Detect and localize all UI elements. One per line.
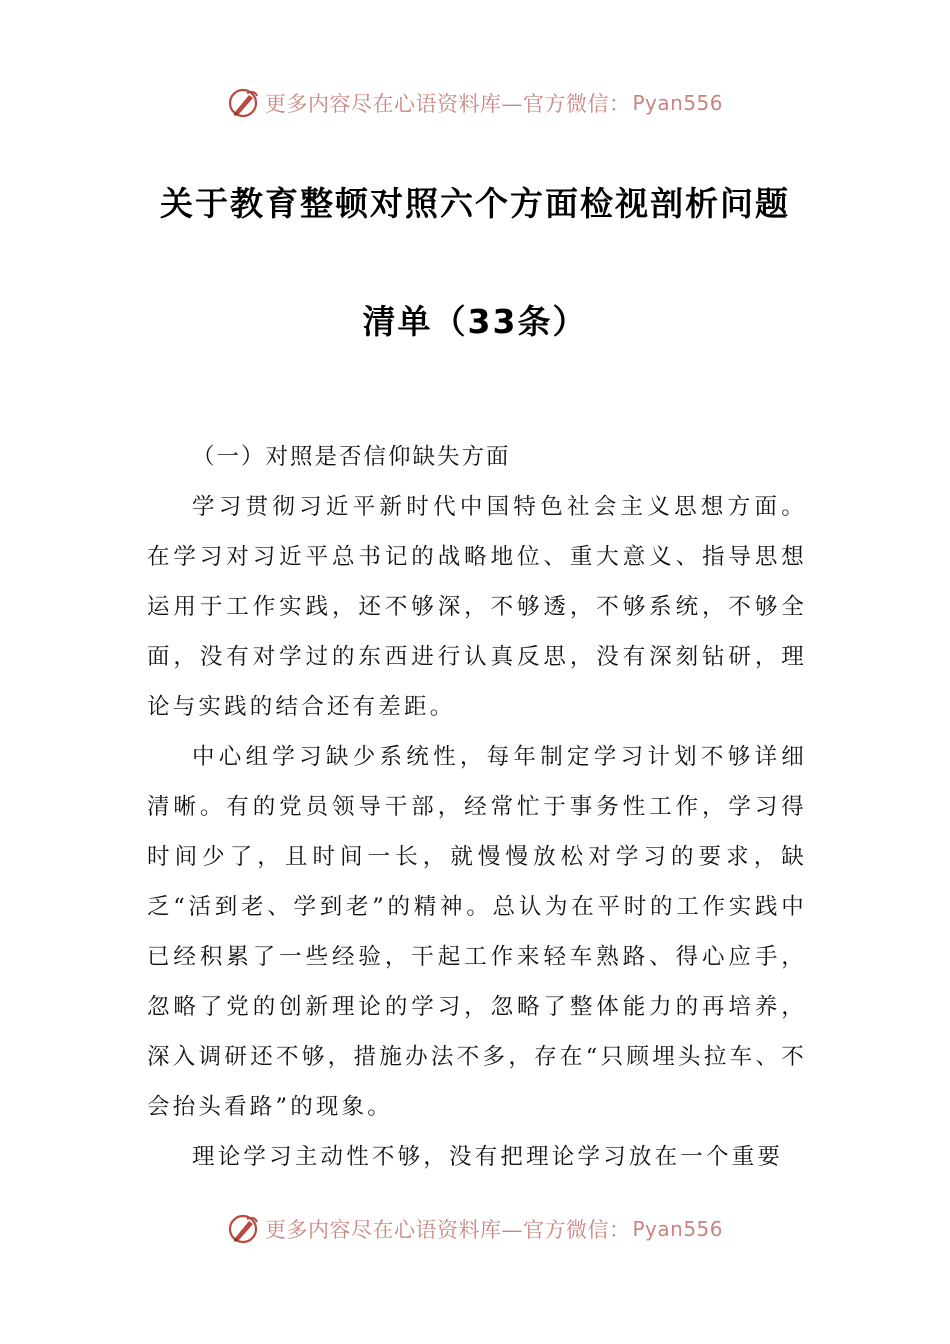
watermark-text: 更多内容尽在心语资料库—官方微信： xyxy=(264,92,631,116)
body-paragraph-1: 学习贯彻习近平新时代中国特色社会主义思想方面。在学习对习近平总书记的战略地位、重大意义、指导思想运用于工作实践，还不够深，不够透，不够系统，不够全面，没有对学过的东西进行认真反思，没有深刻钻研，理论与实践的结合还有差距。 xyxy=(147,494,807,720)
pen-logo-icon xyxy=(227,1212,261,1246)
pen-logo-icon xyxy=(227,86,261,120)
watermark-wechat-id: Pyan556 xyxy=(632,1217,723,1241)
watermark-footer xyxy=(0,1212,950,1246)
document-body xyxy=(147,432,807,1182)
document-title-line1: 关于教育整顿对照六个方面检视剖析问题 xyxy=(160,184,790,223)
body-paragraph-3: 理论学习主动性不够，没有把理论学习放在一个重要 xyxy=(192,1144,784,1170)
body-paragraph-2: 中心组学习缺少系统性，每年制定学习计划不够详细清晰。有的党员领导干部，经常忙于事务性工作，学习得时间少了，且时间一长，就慢慢放松对学习的要求，缺乏“活到老、学到老”的精神。总认为在平时的工作实践中已经积累了一些经验，干起工作来轻车熟路、得心应手，忽略了党的创新理论的学习，忽略了整体能力的再培养，深入调研还不够，措施办法不多，存在“只顾埋头拉车、不会抬头看路”的现象。 xyxy=(147,744,807,1120)
document-title-line2: 清单（33条） xyxy=(362,302,588,341)
section-heading: （一）对照是否信仰缺失方面 xyxy=(192,444,511,470)
watermark-text: 更多内容尽在心语资料库—官方微信： xyxy=(264,1218,631,1242)
watermark-wechat-id: Pyan556 xyxy=(632,91,723,115)
watermark-header xyxy=(0,86,950,120)
